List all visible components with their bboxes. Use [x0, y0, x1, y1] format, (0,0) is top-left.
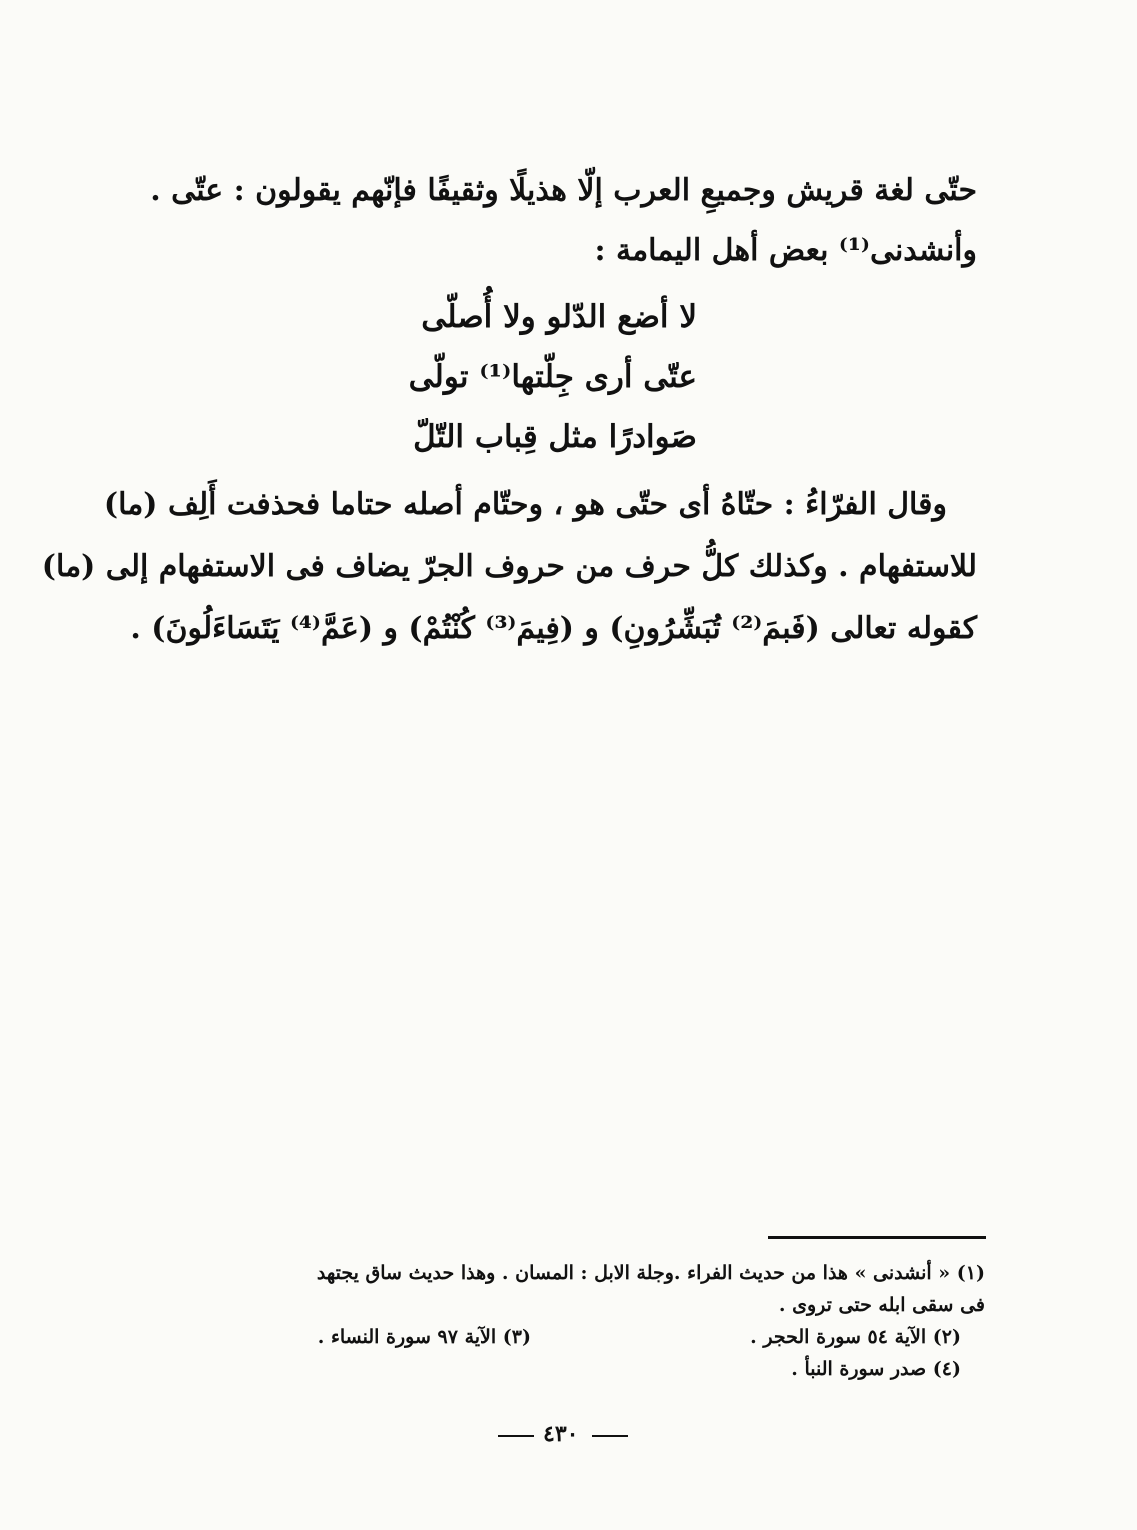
page-number-dash-left [498, 1435, 534, 1437]
poem-line-1: لا أضع الدّلو ولا أُصلّى [421, 299, 697, 335]
footnote-1-line-1: (١) « أنشدنى » هذا من حديث الفراء .وجلة الابل : المسان . وهذا حديث ساق يجتهد [316, 1262, 985, 1284]
body-line-3: وقال الفرّاءُ : حتّاهُ أى حتّى هو ، وحتّام أصله حتاما فحذفت أَلِف (ما) [103, 487, 947, 522]
footnote-4: (٤) صدر سورة النبأ . [791, 1358, 961, 1380]
body-line-5: كقوله تعالى (فَبمَ⁽²⁾ تُبَشِّرُونِ) و (فِيمَ⁽³⁾ كُنْتُمْ) و (عَمَّ⁽⁴⁾ يَتَسَاءَلُونَ) . [130, 611, 977, 646]
body-line-4: للاستفهام . وكذلك كلُّ حرف من حروف الجرّ يضاف فى الاستفهام إلى (ما) [41, 549, 977, 584]
body-line-2: وأنشدنى⁽¹⁾ بعض أهل اليمامة : [594, 233, 977, 268]
page-number: ٤٣٠ [543, 1421, 579, 1447]
poem-line-3: صَوادرًا مثل قِباب التّلّ [413, 419, 697, 455]
page-number-dash-right [592, 1435, 628, 1437]
footnote-separator [768, 1236, 986, 1239]
footnote-2: (٢) الآية ٥٤ سورة الحجر . [750, 1326, 961, 1348]
footnote-1-line-2: فى سقى ابله حتى تروى . [778, 1294, 985, 1316]
footnote-3: (٣) الآية ٩٧ سورة النساء . [317, 1326, 531, 1348]
body-line-1: حتّى لغة قريش وجميعِ العرب إلّا هذيلًا وثقيفًا فإنّهم يقولون : عتّى . [150, 173, 977, 208]
poem-line-2: عتّى أرى جِلّتها⁽¹⁾ تولّى [408, 359, 697, 395]
